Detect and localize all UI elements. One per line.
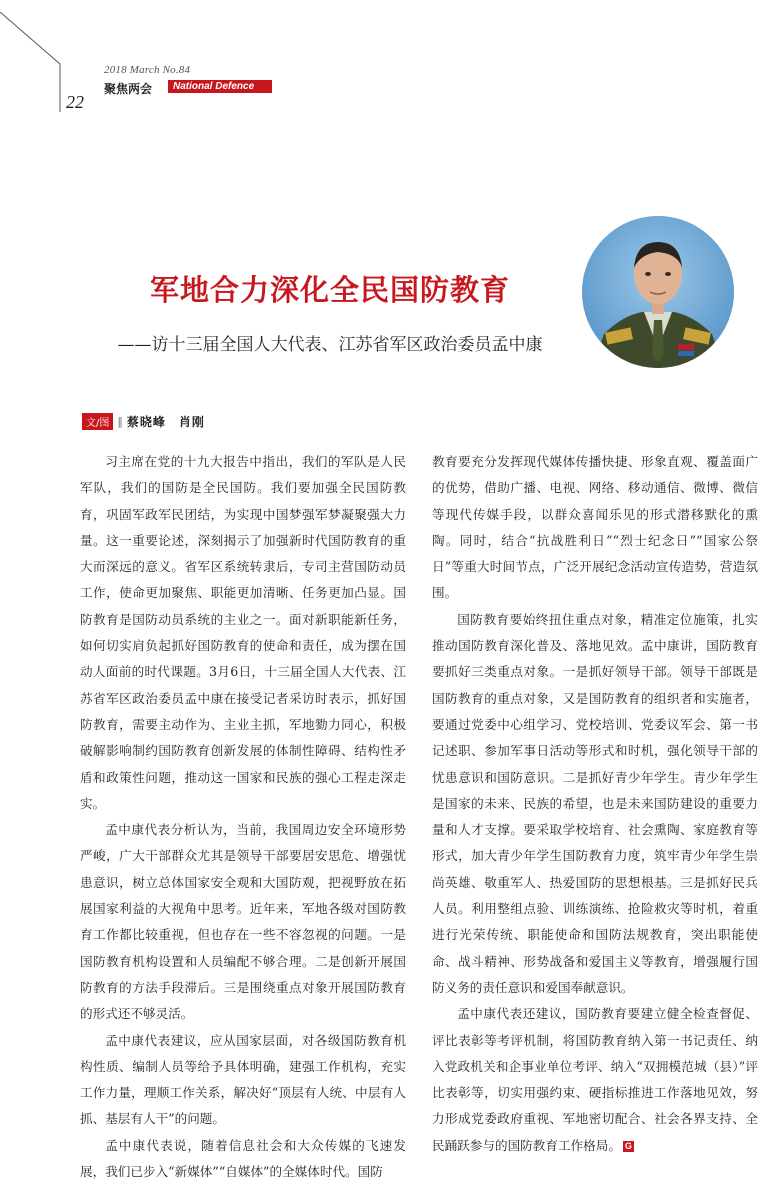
paragraph-text: 孟中康代表还建议，国防教育要建立健全检查督促、评比表彰等考评机制，将国防教育纳入第一书记责任、纳入党政机关和企事业单位考评、纳入“双拥模范城（县）”评比表彰等，切实用强约束、硬指标推进工作落地见效，努力形成党委政府重视、军地密切配合、社会各界支持、全民踊跃参与的国防教育工作格局。 xyxy=(432,1006,758,1153)
article-title: 军地合力深化全民国防教育 xyxy=(149,273,510,307)
paragraph: 孟中康代表分析认为，当前，我国周边安全环境形势严峻，广大干部群众尤其是领导干部要居安思危、增强忧患意识，树立总体国家安全观和大国防观，把视野放在拓展国家利益的大视角中思考。近年来，军地各级对国防教育工作都比较重视，但也存在一些不容忽视的问题。一是国防教育机构设置和人员编配不够合理。二是创新开展国防教育的方法手段滞后。三是围绕重点对象开展国防教育的形式还不够灵活。 xyxy=(80,822,406,1022)
portrait-photo xyxy=(582,216,734,368)
issue-date: 2018 March No.84 xyxy=(104,64,191,76)
byline-tag: 文/图 xyxy=(82,413,113,430)
paragraph-last xyxy=(432,1001,758,1159)
right-column xyxy=(432,449,758,1159)
end-mark-icon: G xyxy=(624,1140,632,1151)
paragraph: 孟中康代表说，随着信息社会和大众传媒的飞速发展，我们已步入“新媒体”“自媒体”的全媒体时代。国防 xyxy=(80,1137,406,1180)
section-name: 聚焦两会 xyxy=(104,82,153,96)
page-number: 22 xyxy=(66,92,84,112)
paragraph: 国防教育要始终扭住重点对象，精准定位施策，扎实推动国防教育深化普及、落地见效。孟中康讲，国防教育要抓好三类重点对象。一是抓好领导干部。领导干部既是国防教育的重点对象，又是国防教育的组织者和实施者，要通过党委中心组学习、党校培训、党委议军会、第一书记述职、参加军事日活动等形式和时机，强化领导干部的忧患意识和国防意识。二是抓好青少年学生。青少年学生是国家的未来、民族的希望，也是未来国防建设的重要力量和人才支撑。要采取学校培育、社会熏陶、家庭教育等形式，加大青少年学生国防教育力度，筑牢青少年学生崇尚英雄、敬重军人、热爱国防的思想根基。三是抓好民兵人员。利用整组点验、训练演练、抢险救灾等时机，着重进行光荣传统、职能使命和国防法规教育，突出职能使命、战斗精神、形势战备和爱国主义等教育，增强履行国防义务的责任意识和爱国奉献意识。 xyxy=(432,611,758,995)
paragraph: 孟中康代表建议，应从国家层面，对各级国防教育机构性质、编制人员等给予具体明确，建强工作机构，充实工作力量，理顺工作关系，解决好“顶层有人统、中层有人抓、基层有人干”的问题。 xyxy=(80,1032,406,1127)
article-subtitle: ——访十三届全国人大代表、江苏省军区政治委员孟中康 xyxy=(117,335,543,355)
left-column xyxy=(80,449,406,1185)
author-names: 蔡晓峰 肖刚 xyxy=(126,415,205,429)
byline xyxy=(82,413,205,430)
paragraph: 习主席在党的十九大报告中指出，我们的军队是人民军队，我们的国防是全民国防。我们要加强全民国防教育，巩固军政军民团结，为实现中国梦强军梦凝聚强大力量。这一重要论述，深刻揭示了加强新时代国防教育的重大而深远的意义。省军区系统转隶后，专司主营国防动员工作，使命更加聚焦、职能更加清晰、任务更加凸显。国防教育是国防动员系统的主业之一。面对新职能新任务，如何切实肩负起抓好国防教育的使命和责任，成为摆在国动人面前的时代课题。3月6日，十三届全国人大代表、江苏省军区政治委员孟中康在接受记者采访时表示，抓好国防教育，需要主动作为、主业主抓，军地勠力同心，积极破解影响制约国防教育创新发展的体制性障碍、结构性矛盾和政策性问题，推动这一国家和民族的强心工程走深走实。 xyxy=(80,454,406,811)
byline-separator: ‖ xyxy=(117,415,123,428)
paragraph: 教育要充分发挥现代媒体传播快捷、形象直观、覆盖面广的优势，借助广播、电视、网络、移动通信、微博、微信等现代传媒手段，以群众喜闻乐见的形式潜移默化的熏陶。同时，结合“抗战胜利日”“烈士纪念日”“国家公祭日”等重大时间节点，广泛开展纪念活动宣传造势，营造氛围。 xyxy=(432,454,758,601)
section-tag: National Defence Education xyxy=(168,80,272,93)
